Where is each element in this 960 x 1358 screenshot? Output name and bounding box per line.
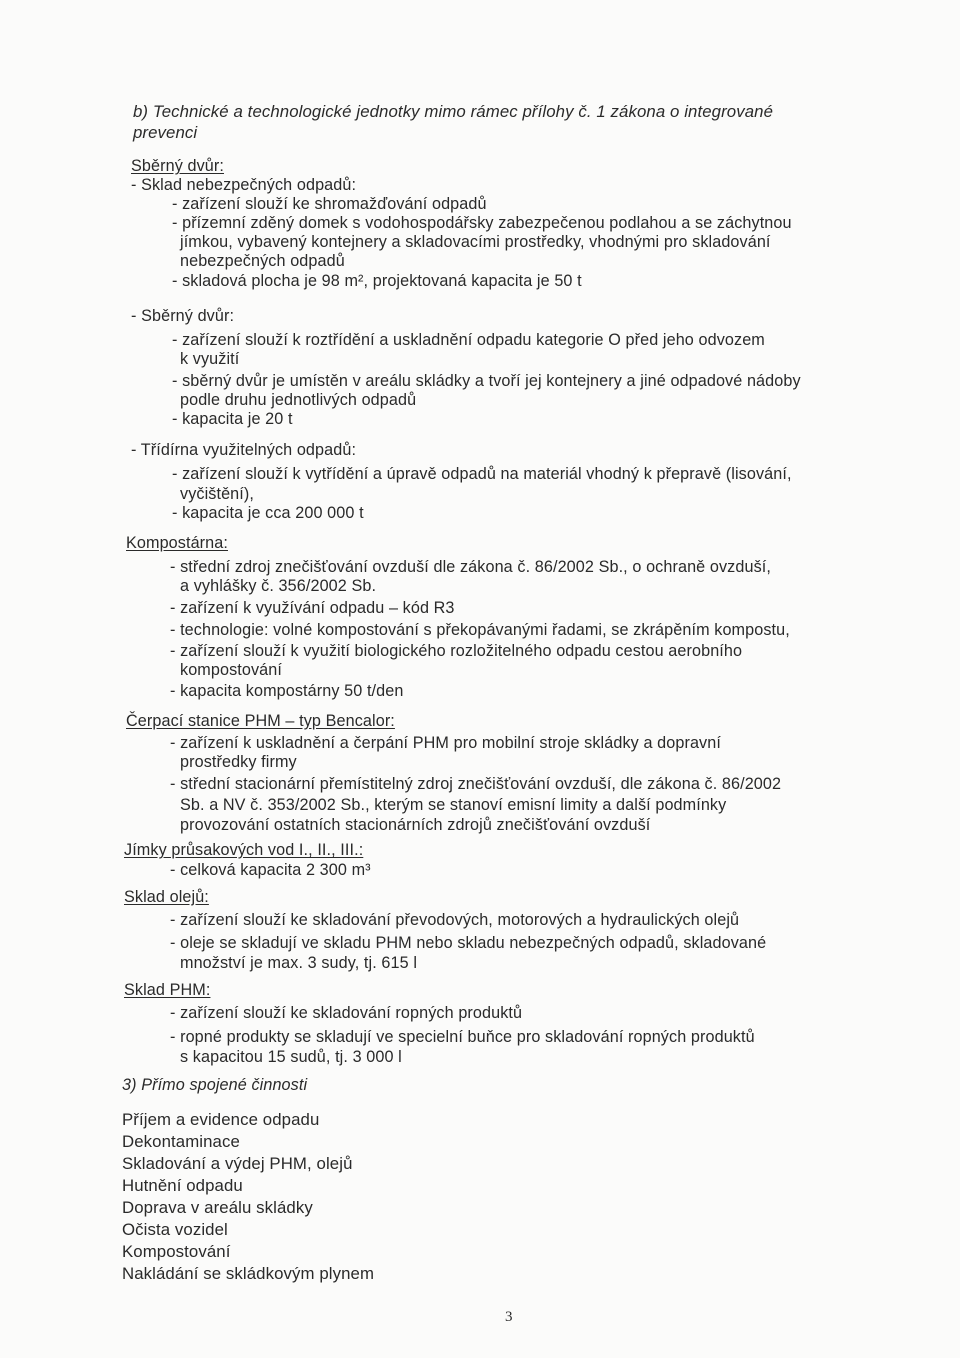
detail-line: - oleje se skladují ve skladu PHM nebo skladu nebezpečných odpadů, skladované	[170, 934, 767, 952]
heading-jimky: Jímky průsakových vod I., II., III.:	[124, 841, 364, 859]
detail-line: - zařízení k využívání odpadu – kód R3	[170, 599, 455, 617]
activity-item: Skladování a výdej PHM, olejů	[122, 1154, 353, 1173]
activity-item: Očista vozidel	[122, 1220, 228, 1239]
detail-line: - kapacita je 20 t	[172, 410, 293, 428]
item-tridirna: - Třídírna využitelných odpadů:	[131, 441, 357, 459]
detail-line: - střední stacionární přemístitelný zdroj znečišťování ovzduší, dle zákona č. 86/2002	[170, 775, 782, 793]
detail-line: - ropné produkty se skladují ve specielní buňce pro skladování ropných produktů	[170, 1028, 755, 1046]
detail-continuation: jímkou, vybavený kontejnery a skladovacími prostředky, vhodnými pro skladování	[180, 233, 771, 251]
heading-cerpaci-stanice: Čerpací stanice PHM – typ Bencalor:	[126, 712, 395, 730]
detail-line: - zařízení slouží ke skladování převodových, motorových a hydraulických olejů	[170, 911, 740, 929]
detail-line: - celková kapacita 2 300 m³	[170, 861, 371, 879]
detail-line: - zařízení slouží k vytřídění a úpravě odpadů na materiál vhodný k přepravě (lisování,	[172, 465, 792, 483]
detail-continuation: provozování ostatních stacionárních zdrojů znečišťování ovzduší	[180, 816, 651, 834]
activity-item: Doprava v areálu skládky	[122, 1198, 313, 1217]
item-sklad-nebezpecnych-odpadu: - Sklad nebezpečných odpadů:	[131, 176, 357, 194]
detail-line: - zařízení slouží ke skladování ropných produktů	[170, 1004, 523, 1022]
detail-line: - střední zdroj znečišťování ovzduší dle zákona č. 86/2002 Sb., o ochraně ovzduší,	[170, 558, 771, 576]
detail-continuation: k využití	[180, 350, 240, 368]
detail-line: - zařízení k uskladnění a čerpání PHM pro mobilní stroje skládky a dopravní	[170, 734, 721, 752]
section-3-heading: 3) Přímo spojené činnosti	[122, 1076, 308, 1094]
detail-line: - přízemní zděný domek s vodohospodářsky zabezpečenou podlahou a se záchytnou	[172, 214, 792, 232]
activity-item: Hutnění odpadu	[122, 1176, 243, 1195]
detail-continuation: vyčištění),	[180, 485, 254, 503]
activity-item: Dekontaminace	[122, 1132, 240, 1151]
detail-line: - kapacita je cca 200 000 t	[172, 504, 364, 522]
heading-sklad-oleju: Sklad olejů:	[124, 888, 209, 906]
detail-continuation: podle druhu jednotlivých odpadů	[180, 391, 417, 409]
detail-continuation: s kapacitou 15 sudů, tj. 3 000 l	[180, 1048, 402, 1066]
section-b-heading-line1: b) Technické a technologické jednotky mimo rámec přílohy č. 1 zákona o integrované	[133, 102, 774, 121]
detail-line: - zařízení slouží ke shromažďování odpadů	[172, 195, 487, 213]
detail-line: - sběrný dvůr je umístěn v areálu skládky a tvoří jej kontejnery a jiné odpadové nádoby	[172, 372, 801, 390]
detail-continuation: prostředky firmy	[180, 753, 297, 771]
detail-line: - skladová plocha je 98 m², projektovaná kapacita je 50 t	[172, 272, 582, 290]
activity-item: Příjem a evidence odpadu	[122, 1110, 320, 1129]
section-b-heading-line2: prevenci	[133, 123, 198, 142]
page-number: 3	[505, 1309, 513, 1325]
activity-item: Kompostování	[122, 1242, 231, 1261]
heading-sklad-phm: Sklad PHM:	[124, 981, 211, 999]
detail-continuation: a vyhlášky č. 356/2002 Sb.	[180, 577, 377, 595]
heading-kompostarna: Kompostárna:	[126, 534, 228, 552]
heading-sberny-dvur: Sběrný dvůr:	[131, 157, 224, 175]
detail-line: - zařízení slouží k využití biologického rozložitelného odpadu cestou aerobního	[170, 642, 743, 660]
detail-continuation: množství je max. 3 sudy, tj. 615 l	[180, 954, 418, 972]
detail-line: - technologie: volné kompostování s překopávanými řadami, se zkrápěním kompostu,	[170, 621, 790, 639]
detail-continuation: kompostování	[180, 661, 282, 679]
detail-continuation: Sb. a NV č. 353/2002 Sb., kterým se stanoví emisní limity a další podmínky	[180, 796, 727, 814]
detail-continuation: nebezpečných odpadů	[180, 252, 345, 270]
item-sberny-dvur: - Sběrný dvůr:	[131, 307, 235, 325]
activity-item: Nakládání se skládkovým plynem	[122, 1264, 375, 1283]
detail-line: - zařízení slouží k roztřídění a uskladnění odpadu kategorie O před jeho odvozem	[172, 331, 765, 349]
detail-line: - kapacita kompostárny 50 t/den	[170, 682, 404, 700]
